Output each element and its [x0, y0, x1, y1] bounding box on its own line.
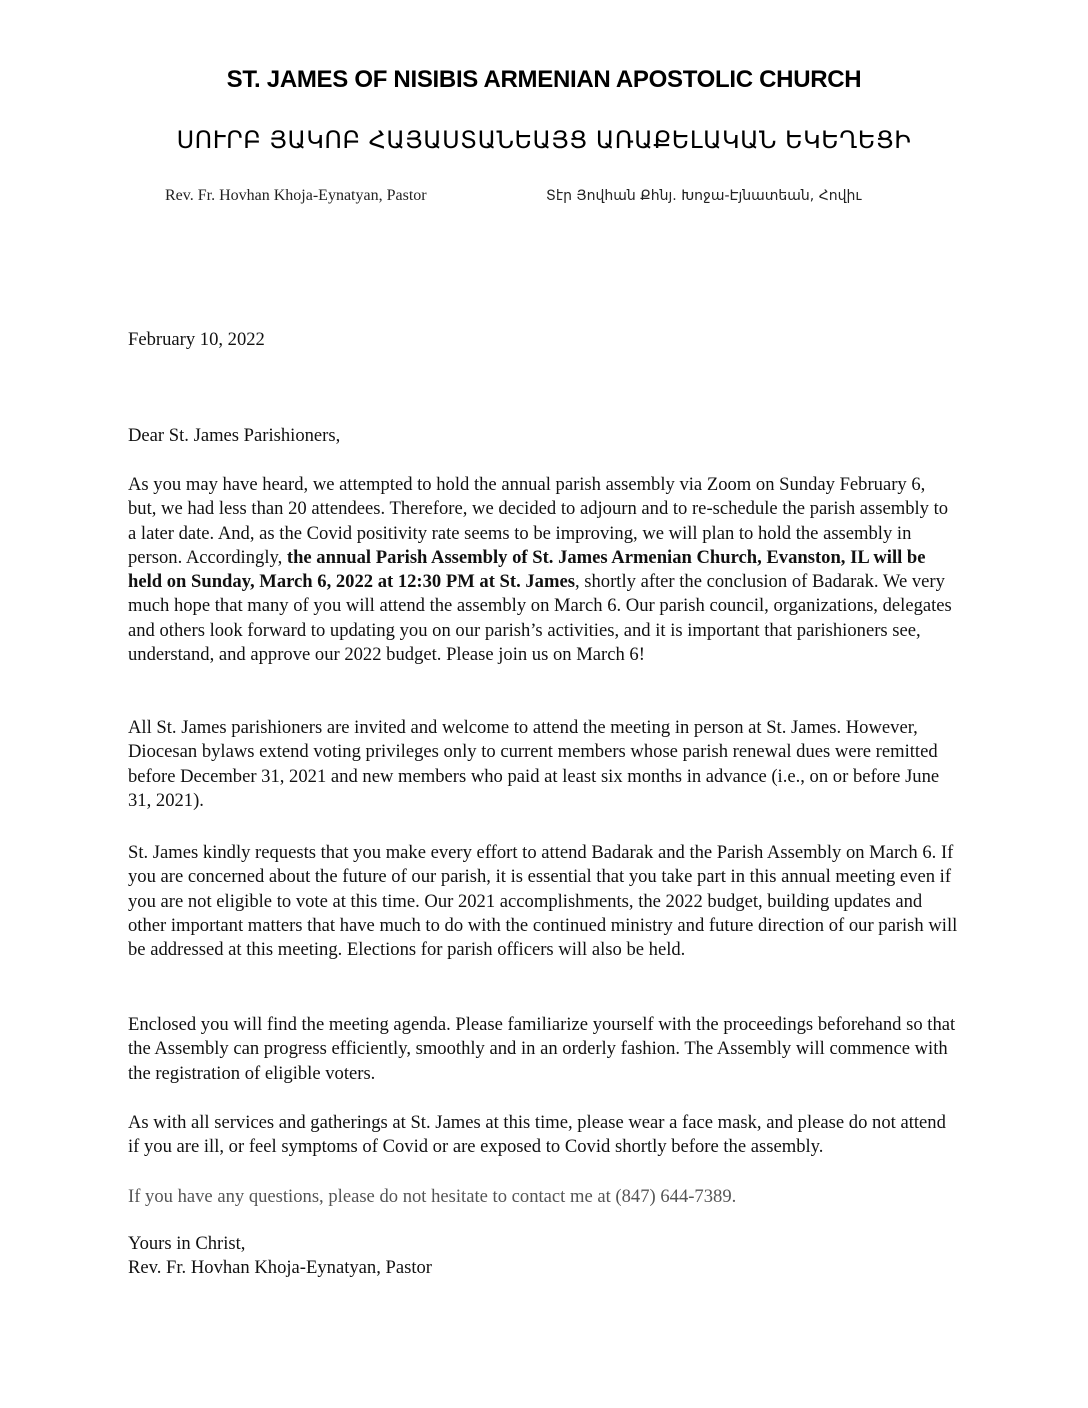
letter-date: February 10, 2022: [128, 329, 265, 350]
paragraph-text: , shortly after the conclusion of Badarak. We very much hope that many of you will attend the assembly on March 6. Our parish council, organizations, delegates and others look forward to updating you on our parish’s activities, and it is important that parishioners see, understand, and approve our 2022 budget. Please join us on March 6!: [128, 571, 952, 666]
paragraph-text: St. James kindly requests that you make every effort to attend Badarak and the Parish Assembly on March 6. If you are concerned about the future of our parish, it is essential that you take part in this annual meeting even if you are not eligible to vote at this time. Our 2021 accomplishments, the 2022 budget, building updates and other important matters that have much to do with the continued ministry and future direction of our parish will be addressed at this meeting. Elections for parish officers will also be held.: [128, 842, 958, 961]
signature: Rev. Fr. Hovhan Khoja-Eynatyan, Pastor: [128, 1257, 432, 1278]
paragraph-voting-eligibility: [128, 716, 958, 813]
paragraph-assembly-announcement: [128, 473, 958, 667]
church-name-english: ST. JAMES OF NISIBIS ARMENIAN APOSTOLIC CHURCH: [226, 66, 862, 93]
pastor-name-english: Rev. Fr. Hovhan Khoja-Eynatyan, Pastor: [165, 187, 427, 204]
paragraph-agenda: [128, 1013, 958, 1086]
paragraph-text: As you may have heard, we attempted to hold the annual parish assembly via Zoom on Sunday February 6, but, we had less than 20 attendees. Therefore, we decided to adjourn and to re-schedule the parish assembly to a later date. And, as the Covid positivity rate seems to be improving, we will plan to hold the assembly in person. Accordingly,: [128, 474, 949, 568]
paragraph-text: All St. James parishioners are invited and welcome to attend the meeting in person at St. James. However, Diocesan bylaws extend voting privileges only to current members whose parish renewal dues were remitted before December 31, 2021 and new members who paid at least six months in advance (i.e., on or before June 31, 2021).: [128, 717, 940, 811]
contact-line: If you have any questions, please do not hesitate to contact me at (847) 644-7389.: [128, 1186, 737, 1207]
paragraph-text: Enclosed you will find the meeting agenda. Please familiarize yourself with the proceedings beforehand so that the Assembly can progress efficiently, smoothly and in an orderly fashion. The Assembly will commence with the registration of eligible voters.: [128, 1014, 956, 1084]
paragraph-text: As with all services and gatherings at St. James at this time, please wear a face mask, and please do not attend if you are ill, or feel symptoms of Covid or are exposed to Covid shortly before the assembly.: [128, 1112, 946, 1158]
paragraph-covid-precautions: [128, 1111, 958, 1160]
assembly-details-bold: the annual Parish Assembly of St. James Armenian Church, Evanston, IL will be held on Sunday, March 6, 2022 at 12:30 PM at St. James: [128, 546, 926, 593]
church-name-armenian: ՍՈՒՐԲ ՅԱԿՈԲ ՀԱՅԱՍՏԱՆԵԱՅՑ ԱՌԱՔԵԼԱԿԱՆ ԵԿԵՂԵՑԻ: [176, 126, 912, 154]
pastor-name-armenian: Տէր Յովհան Քհնյ. Խոջա-Էյնատեան, Հովիւ: [546, 188, 862, 204]
closing: Yours in Christ,: [128, 1233, 246, 1254]
paragraph-attendance-request: [128, 841, 958, 962]
salutation: Dear St. James Parishioners,: [128, 425, 341, 446]
